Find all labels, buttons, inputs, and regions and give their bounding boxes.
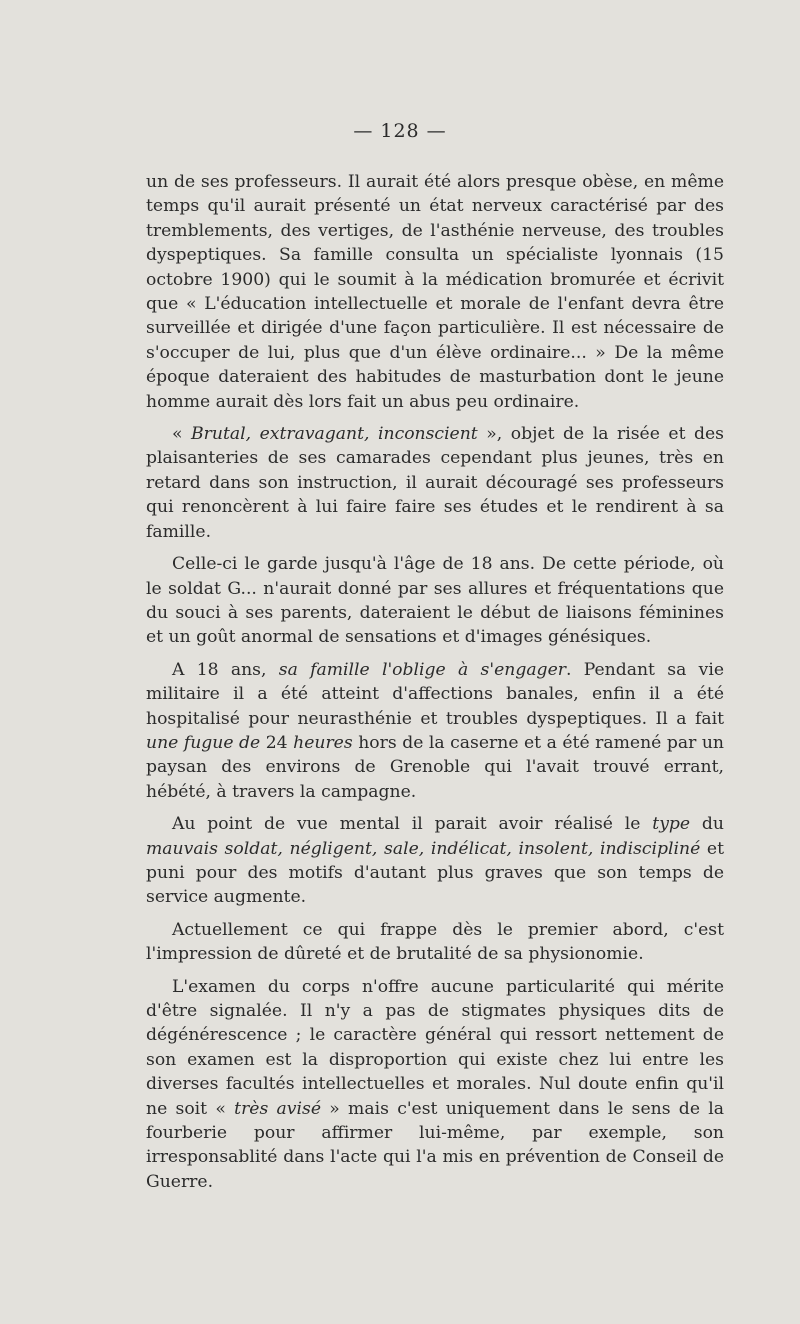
text-segment: A 18 ans, <box>172 659 279 680</box>
text-segment: hors de la caserne et a été ramené par un paysan des environs de Grenoble qui l'avait trouvé errant, hébété, à travers la campagne. <box>146 732 724 802</box>
italic-text: heures <box>293 732 353 753</box>
italic-text: Brutal, extravagant, inconscient <box>191 424 478 445</box>
paragraph-4 <box>146 658 724 804</box>
text-segment: 24 <box>260 732 294 753</box>
body-text <box>146 170 724 1202</box>
text-segment: Actuellement ce qui frappe dès le premier abord, c'est l'impression de dûreté et de brutalité de sa physionomie. <box>146 919 724 965</box>
paragraph-3 <box>146 552 724 650</box>
paragraph-1 <box>146 170 724 414</box>
text-segment: « <box>172 424 192 445</box>
text-segment: un de ses professeurs. Il aurait été alors presque obèse, en même temps qu'il aurait présenté un état nerveux caractérisé par des tremblements, des vertiges, de l'asthénie nerveuse, des troubles dyspeptiques. Sa famille consulta un spécialiste lyonnais (15 octobre 1900) qui le soumit à la médication bromurée et écrivit que « L'éducation intellectuelle et morale de l'enfant devra être surveillée et dirigée d'une façon particulière. Il est nécessaire de s'occuper de lui, plus que d'un élève ordinaire... » De la même époque dateraient des habitudes de masturbation dont le jeune homme aurait dès lors fait un abus peu ordinaire. <box>146 172 724 412</box>
page-number: — 128 — <box>353 120 447 142</box>
text-segment: Au point de vue mental il parait avoir réalisé le <box>172 814 653 835</box>
text-segment: L'examen du corps n'offre aucune particularité qui mérite d'être signalée. Il n'y a pas de stigmates physiques dits de dégénérescence ; le caractère général qui ressort nettement de son examen est la disproportion qui existe chez lui entre les diverses facultés intellectuelles et morales. Nul doute enfin qu'il ne soit « <box>146 976 724 1119</box>
paragraph-2 <box>146 422 724 544</box>
text-segment: du <box>690 814 724 835</box>
paragraph-6 <box>146 918 724 967</box>
text-segment: Celle-ci le garde jusqu'à l'âge de 18 ans. De cette période, où le soldat G... n'aurait donné par ses allures et fréquentations que du souci à ses parents, dateraient le début de liaisons féminines et un goût anormal de sensations et d'images génésiques. <box>146 554 724 648</box>
paragraph-5 <box>146 812 724 910</box>
text-segment: », objet de la risée et des plaisanteries de ses camarades cependant plus jeunes, très en retard dans son instruction, il aurait découragé ses professeurs qui renoncèrent à lui faire faire ses études et le rendirent à sa famille. <box>146 424 724 542</box>
paragraph-7 <box>146 975 724 1195</box>
text-segment: et puni pour des motifs d'autant plus graves que son temps de service augmente. <box>146 838 724 908</box>
italic-text: sa famille l'oblige à s'engager <box>278 659 566 680</box>
text-segment: . Pendant sa vie militaire il a été atteint d'affections banales, enfin il a été hospitalisé pour neurasthénie et troubles dyspeptiques. Il a fait <box>146 659 724 729</box>
italic-text: mauvais soldat, négligent, sale, indélicat, insolent, indiscipliné <box>146 838 701 859</box>
italic-text: très avisé <box>234 1098 321 1119</box>
italic-text: une fugue de <box>146 732 261 753</box>
text-segment: » mais c'est uniquement dans le sens de la fourberie pour affirmer lui-même, par exemple, son irresponsablité dans l'acte qui l'a mis en prévention de Conseil de Guerre. <box>146 1098 724 1192</box>
italic-text: type <box>652 814 691 835</box>
